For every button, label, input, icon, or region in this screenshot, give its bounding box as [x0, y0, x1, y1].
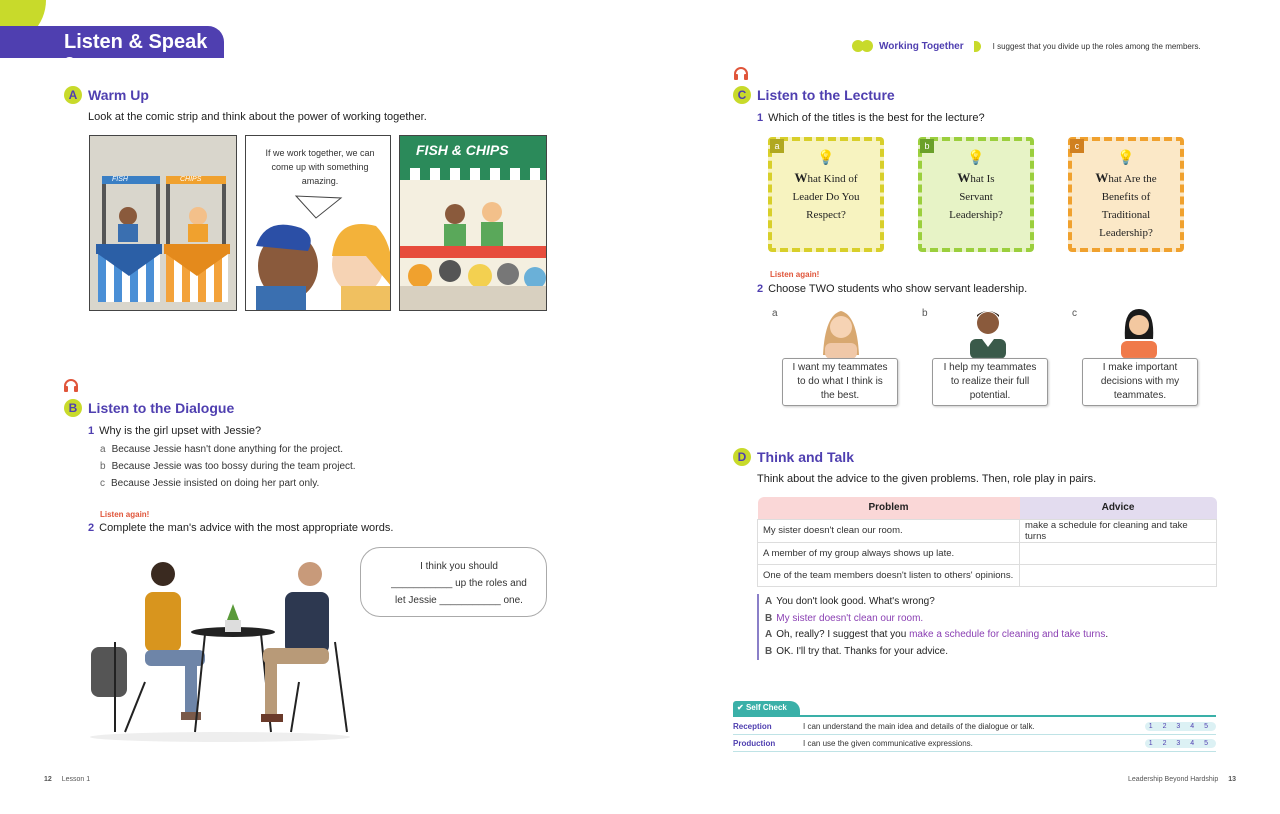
fish-and-chips-sign: FISH & CHIPS — [416, 142, 509, 158]
lightbulb-icon: 💡 — [1117, 151, 1135, 166]
comic-speech-bubble: If we work together, we can come up with something amazing. — [265, 148, 375, 186]
strand-expression: I suggest that you divide up the roles among the members. — [992, 41, 1201, 51]
section-d-header — [733, 448, 854, 466]
advice-blank-cell[interactable] — [1020, 542, 1217, 564]
self-check-rows — [733, 719, 1216, 752]
strand-header — [852, 40, 1201, 52]
listen-again-label-c: Listen again! — [770, 270, 820, 279]
student-a-speech: I want my teammates to do what I think is the best. — [782, 358, 898, 406]
lesson-title: Listen & Speak 2 — [64, 31, 208, 76]
q1-option-a[interactable]: a Because Jessie hasn't done anything for the project. — [100, 444, 344, 455]
section-b-badge: B — [64, 399, 82, 417]
comic-panel-3 — [399, 135, 547, 311]
lightbulb-icon: 💡 — [817, 151, 835, 166]
section-b-title: Listen to the Dialogue — [88, 400, 235, 416]
table-row: One of the team members doesn't listen to others' opinions. — [758, 564, 1217, 586]
role-play-dialogue — [757, 594, 1108, 660]
dialogue-line: A Oh, really? I suggest that you make a schedule for cleaning and take turns. — [765, 629, 1109, 640]
student-b-speech: I help my teammates to realize their full potential. — [932, 358, 1048, 406]
advice-blank-cell[interactable] — [1020, 564, 1217, 586]
headphones-icon[interactable] — [63, 378, 79, 392]
self-check-row-production: Production I can use the given communicative expressions. 1 2 3 4 5 — [733, 736, 1216, 752]
lesson-banner — [0, 26, 224, 76]
q2-number: 2 — [88, 522, 95, 534]
comic-panel-2 — [245, 135, 391, 311]
student-b-letter: b — [922, 308, 928, 319]
joint-stall-illustration — [400, 136, 547, 311]
section-b-q2 — [88, 522, 393, 534]
q1-option-b[interactable]: b Because Jessie was too bossy during the team project. — [100, 461, 356, 472]
lightbulb-icon: 💡 — [967, 151, 985, 166]
section-d-title: Think and Talk — [757, 449, 854, 465]
q2-text: Complete the man's advice with the most appropriate words. — [99, 522, 394, 534]
section-c-badge: C — [733, 86, 751, 104]
section-a-header — [64, 86, 149, 104]
title-card-b[interactable]: b 💡 What Is Servant Leadership? — [918, 137, 1034, 252]
student-a-avatar — [815, 305, 867, 359]
q1-text: Why is the girl upset with Jessie? — [99, 425, 262, 437]
bubble-line-3[interactable]: let Jessie ___________ one. — [395, 595, 523, 606]
section-a-badge: A — [64, 86, 82, 104]
title-card-a[interactable]: a 💡 What Kind of Leader Do You Respect? — [768, 137, 884, 252]
double-circle-icon — [852, 40, 873, 52]
q1-options — [100, 444, 356, 489]
footer-right — [1128, 776, 1236, 783]
footer-left — [44, 776, 90, 783]
page-number-left: 12 — [44, 776, 52, 783]
table-header-problem: Problem — [758, 497, 1020, 519]
self-check-row-reception: Reception I can understand the main idea and details of the dialogue or talk. 1 2 3 4 5 — [733, 719, 1216, 735]
headphones-icon[interactable] — [733, 66, 749, 80]
fish-sign: FISH — [112, 176, 128, 183]
bubble-line-2[interactable]: ___________ up the roles and — [391, 578, 527, 589]
half-circle-icon — [974, 41, 981, 52]
cafe-conversation-photo — [85, 552, 355, 742]
q1-option-c[interactable]: c Because Jessie insisted on doing her part only. — [100, 478, 320, 489]
q1-number: 1 — [88, 425, 95, 437]
table-row: My sister doesn't clean our room. make a schedule for cleaning and take turns — [758, 519, 1217, 542]
listen-again-label-b: Listen again! — [100, 510, 150, 519]
student-b-avatar — [962, 305, 1014, 359]
fish-chips-stalls-illustration — [90, 136, 237, 311]
table-header-advice: Advice — [1020, 497, 1217, 519]
section-b-header — [64, 399, 234, 417]
dialogue-line: A You don't look good. What's wrong? — [765, 596, 935, 607]
section-c-q2: 2 Choose TWO students who show servant leadership. — [757, 283, 1028, 295]
advice-speech-bubble — [360, 547, 547, 617]
section-a-instruction: Look at the comic strip and think about the power of working together. — [88, 111, 427, 123]
chips-sign: CHIPS — [180, 176, 202, 183]
dialogue-line: B OK. I'll try that. Thanks for your advice. — [765, 645, 949, 657]
section-a-title: Warm Up — [88, 87, 149, 103]
bubble-line-1: I think you should — [420, 561, 498, 572]
section-c-title: Listen to the Lecture — [757, 87, 895, 103]
section-d-badge: D — [733, 448, 751, 466]
page-number-right: 13 — [1228, 776, 1236, 783]
lesson-label: Lesson 1 — [61, 776, 91, 783]
student-c-avatar — [1113, 305, 1165, 359]
dialogue-line: B My sister doesn't clean our room. — [765, 612, 924, 624]
student-a-letter: a — [772, 308, 778, 319]
check-icon: ✔ — [737, 703, 744, 712]
self-check-divider — [733, 715, 1216, 717]
strand-label: Working Together — [879, 40, 964, 52]
student-c-speech: I make important decisions with my teammates. — [1082, 358, 1198, 406]
problem-advice-table — [757, 497, 1217, 587]
student-c-letter: c — [1072, 308, 1077, 319]
comic-panel-1 — [89, 135, 237, 311]
section-b-q1 — [88, 425, 261, 437]
section-c-header — [733, 86, 895, 104]
section-c-q1: 1 Which of the titles is the best for the lecture? — [757, 112, 985, 124]
rating-scale[interactable]: 1 2 3 4 5 — [1145, 722, 1216, 731]
self-check-tab: ✔ Self Check — [733, 701, 800, 715]
rating-scale[interactable]: 1 2 3 4 5 — [1145, 739, 1216, 748]
section-d-instruction: Think about the advice to the given problems. Then, role play in pairs. — [757, 473, 1097, 485]
unit-label: Leadership Beyond Hardship — [1127, 776, 1219, 783]
title-card-c[interactable]: c 💡 What Are the Benefits of Traditional Leadership? — [1068, 137, 1184, 252]
table-row: A member of my group always shows up late. — [758, 542, 1217, 564]
